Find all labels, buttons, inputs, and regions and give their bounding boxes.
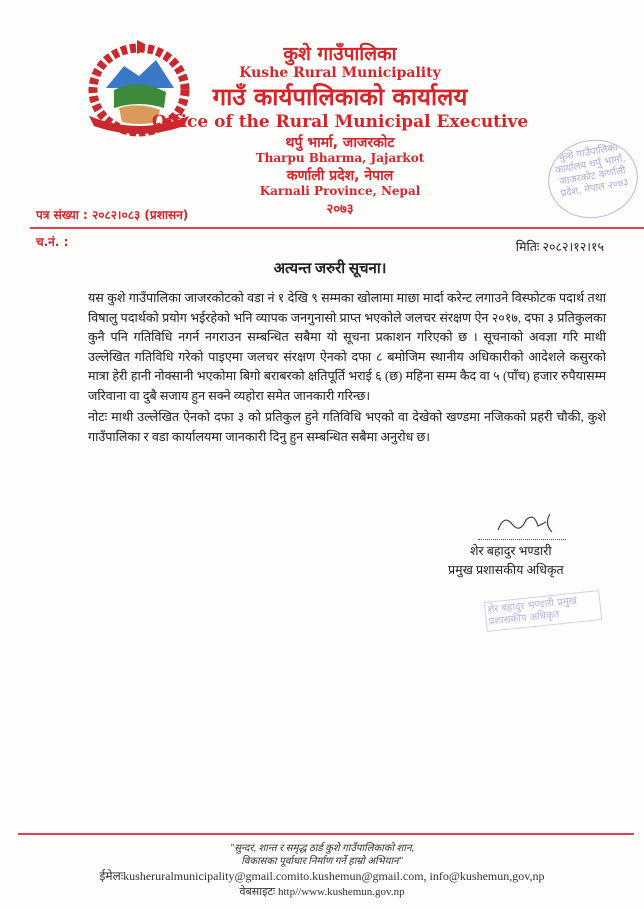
footer-divider bbox=[18, 833, 634, 835]
province-np: कर्णाली प्रदेश, नेपाल bbox=[286, 168, 394, 184]
dispatch-number: च.नं. : bbox=[36, 235, 69, 249]
footer-slogan-line2: विकासका पूर्वाधार निर्माण गर्ने हाम्रो अभियान" bbox=[241, 856, 403, 867]
footer-email[interactable]: ईमेलःkusheruralmunicipality@gmail.comito.kushemun@gmail.com, info@kushemun,gov,np bbox=[99, 869, 545, 883]
header-divider bbox=[30, 227, 644, 229]
municipality-name-np: कुशे गाउँपालिका bbox=[283, 43, 397, 65]
notice-title: अत्यन्त जरुरी सूचना। bbox=[273, 261, 387, 277]
address-np: थर्पु भार्मा, जाजरकोट bbox=[285, 135, 395, 151]
province-en: Karnali Province, Nepal bbox=[259, 184, 421, 198]
signature-line bbox=[478, 539, 566, 540]
notice-paragraph: यस कुशे गाउँपालिका जाजरकोटको वडा नं १ देखि ९ सम्मका खोलामा माछा मार्दा करेन्ट लगाउने विस्फोटक पदार्थ तथा विषालु पदार्थको प्रयोग भईरहेको भनि व्यापक जनगुनासो प्राप्त भएकोले जलचर संरक्षण ऐन २०१७, दफा ३ प्रतिकुलका कुनै पनि गतिविधि नगर्न नगराउन सम्बन्धित सबैमा यो सूचना प्रकाशन गरिएको छ । सूचनाको अवज्ञा गरि माथी उल्लेखित गतिविधि गरेको पाइएमा जलचर संरक्षण ऐनको दफा ८ बमोजिम स्थानीय अधिकारीको आदेशले कसुरको मात्रा हेरी हानी नोक्सानी भएकोमा बिगो बराबरको क्षतिपूर्ति भराई ६ (छ) महिना सम्म कैद वा ५ (पाँच) हजार रुपैयासम्म जरिवाना वा दुबै सजाय हुन सक्ने व्यहोरा समेत जानकारी गरिन्छ। bbox=[88, 291, 606, 403]
office-stamp bbox=[542, 133, 644, 225]
office-stamp-text: कुशे गाउँपालिका कार्यालय थर्पु भार्मा, जाजरकोट कर्णाली प्रदेश, नेपाल २०७३ bbox=[554, 142, 630, 200]
notice-date: मितिः २०८२।१२।१५ bbox=[515, 240, 604, 254]
established-year: २०७३ bbox=[326, 202, 354, 217]
footer-slogan-line1: "सुन्दर, शान्त र समृद्ध ठार्ड कुशे गाउँपालिकाको शान, bbox=[230, 843, 414, 854]
letter-number: पत्र संख्या : २०८२।०८३ (प्रशासन) bbox=[36, 208, 189, 222]
signatory-name: शेर बहादुर भण्डारी bbox=[470, 544, 552, 558]
notice-note: नोटः माथी उल्लेखित ऐनको दफा ३ को प्रतिकुल हुने गतिविधि भएको वा देखेको खण्डमा नजिकको प्रहरी चौकी, कुशे गाउँपालिका र वडा कार्यालयमा जानकारी दिनु हुन सम्बन्धित सबैमा अनुरोध छ। bbox=[88, 410, 606, 444]
signature bbox=[490, 510, 560, 538]
office-name-np: गाउँ कार्यपालिकाको कार्यालय bbox=[212, 83, 468, 111]
signatory-designation: प्रमुख प्रशासकीय अधिकृत bbox=[448, 563, 564, 577]
signatory-stamp: शेर बहादुर भण्डारी प्रमुख प्रशासकीय अधिकृत bbox=[484, 590, 603, 632]
municipality-name-en: Kushe Rural Municipality bbox=[239, 65, 441, 81]
address-en: Tharpu Bharma, Jajarkot bbox=[255, 151, 425, 165]
office-name-en: Office of the Rural Municipal Executive bbox=[151, 112, 529, 132]
footer-website[interactable]: वेबसाइटः http//www.kushemun.gov.np bbox=[239, 886, 405, 898]
